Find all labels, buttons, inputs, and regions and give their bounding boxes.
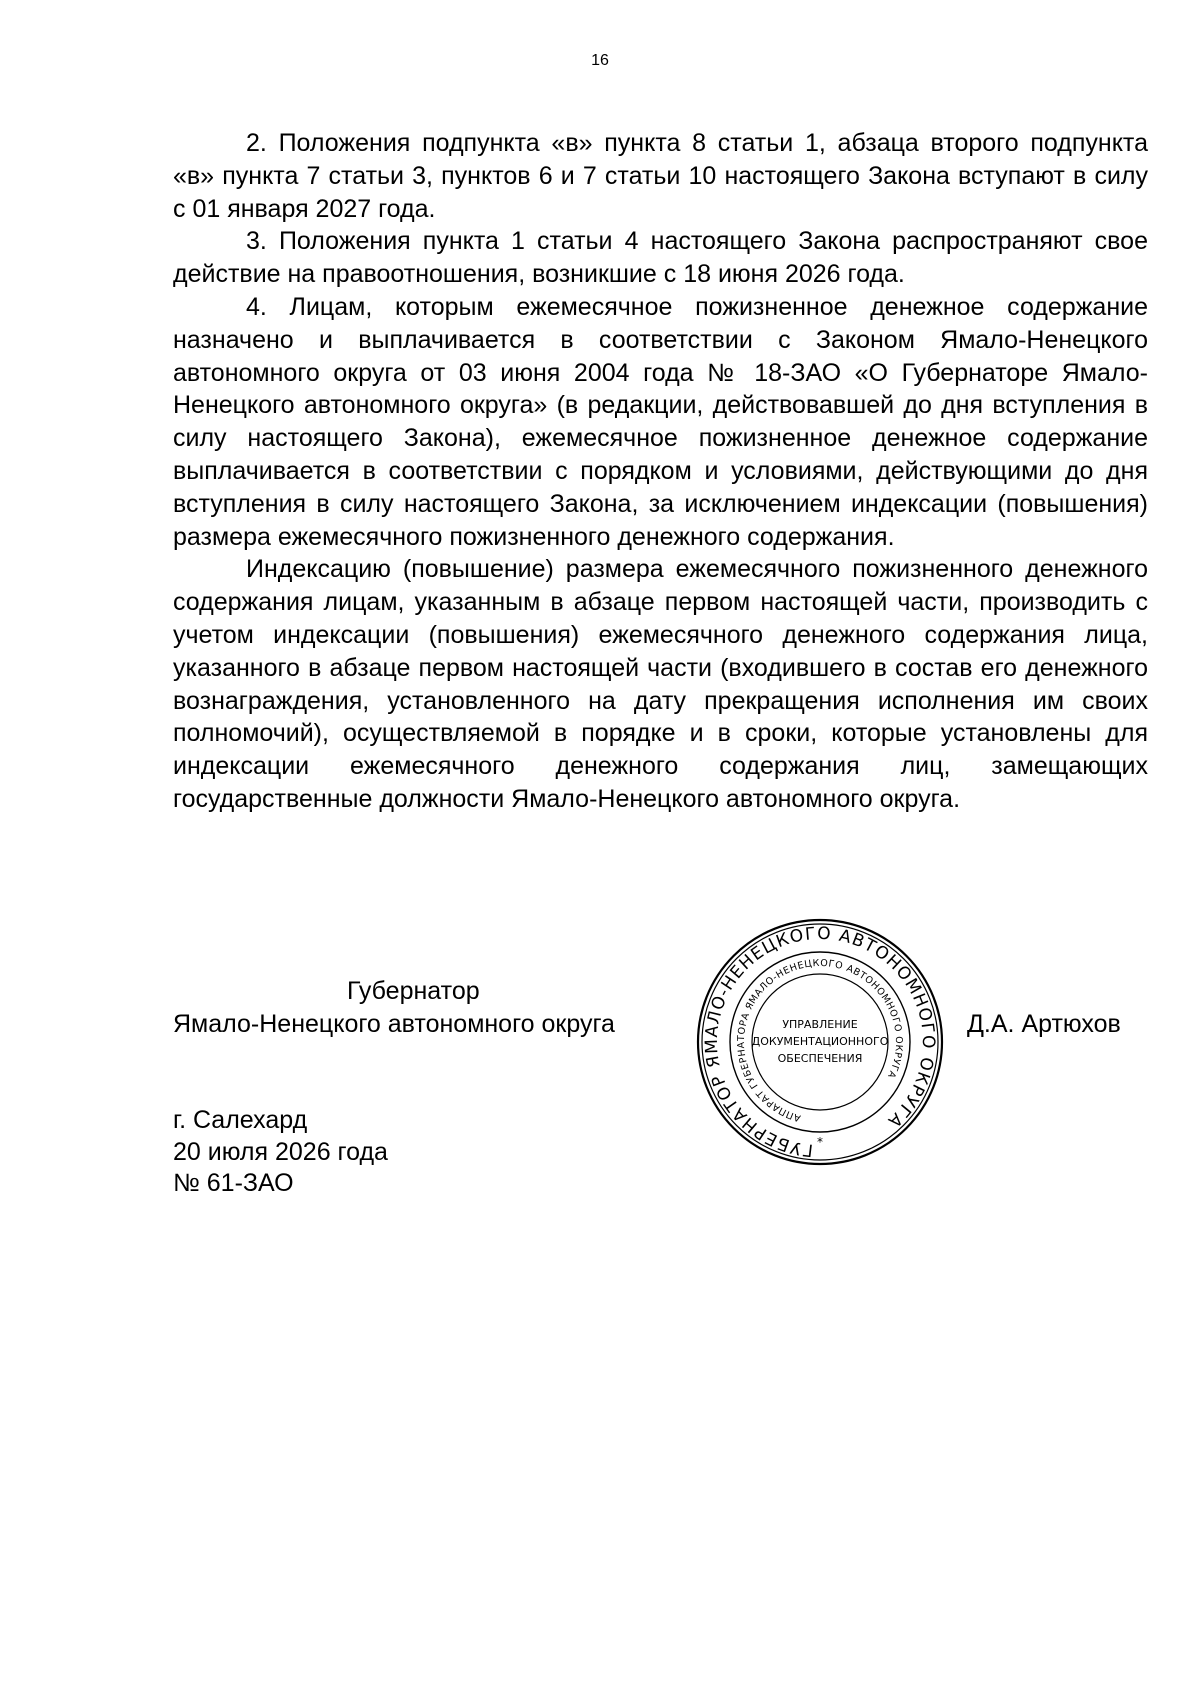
place-city: г. Салехард bbox=[173, 1106, 308, 1134]
signature-title-line1: Губернатор bbox=[347, 977, 480, 1005]
paragraph-item-4: 4. Лицам, которым ежемесячное пожизненное денежное содержание назначено и выплачивается в соответствии с Законом Ямало-Ненецкого автономного округа от 03 июня 2004 года № 18-ЗАО «О Губернаторе Ямало-Ненецкого автономного округа» (в редакции, действовавшей до дня вступления в силу настоящего Закона), ежемесячное пожизненное денежное содержание выплачивается в соответствии с порядком и условиями, действующими до дня вступления в силу настоящего Закона, за исключением индексации (повышения) размера ежемесячного пожизненного денежного содержания. bbox=[173, 292, 1148, 551]
document-body bbox=[173, 127, 1148, 816]
paragraph-item-2: 2. Положения подпункта «в» пункта 8 статьи 1, абзаца второго подпункта «в» пункта 7 статьи 3, пунктов 6 и 7 статьи 10 настоящего Закона вступают в силу с 01 января 2027 года. bbox=[173, 129, 1148, 223]
seal-star-mark: * bbox=[817, 1135, 823, 1149]
official-seal-stamp bbox=[696, 918, 944, 1166]
signatory-name: Д.А. Артюхов bbox=[967, 1010, 1121, 1038]
law-number: № 61-ЗАО bbox=[173, 1169, 294, 1197]
page-number: 16 bbox=[591, 52, 609, 69]
paragraph-item-3: 3. Положения пункта 1 статьи 4 настоящего Закона распространяют свое действие на правоотношения, возникшие с 18 июня 2026 года. bbox=[173, 227, 1148, 289]
law-date: 20 июля 2026 года bbox=[173, 1137, 388, 1166]
signature-title-line2: Ямало-Ненецкого автономного округа bbox=[173, 1010, 615, 1038]
place-date-number-block bbox=[173, 1105, 388, 1200]
seal-center-line2: ДОКУМЕНТАЦИОННОГО bbox=[751, 1035, 889, 1048]
seal-center-line3: ОБЕСПЕЧЕНИЯ bbox=[777, 1052, 863, 1065]
seal-inner-text: АППАРАТ ГУБЕРНАТОРА ЯМАЛО-НЕНЕЦКОГО АВТОНОМНОГО ОКРУГА bbox=[735, 957, 905, 1124]
seal-center-line1: УПРАВЛЕНИЕ bbox=[782, 1018, 858, 1031]
seal-outer-text: ГУБЕРНАТОР ЯМАЛО-НЕНЕЦКОГО АВТОНОМНОГО ОКРУГА bbox=[701, 923, 939, 1160]
paragraph-indexation: Индексацию (повышение) размера ежемесячного пожизненного денежного содержания лицам, указанным в абзаце первом настоящей части, производить с учетом индексации (повышения) ежемесячного денежного содержания лица, указанного в абзаце первом настоящей части (входившего в состав его денежного вознаграждения, установленного на дату прекращения исполнения им своих полномочий), осуществляемой в порядке и в сроки, которые установлены для индексации ежемесячного денежного содержания лиц, замещающих государственные должности Ямало-Ненецкого автономного округа. bbox=[173, 555, 1148, 813]
